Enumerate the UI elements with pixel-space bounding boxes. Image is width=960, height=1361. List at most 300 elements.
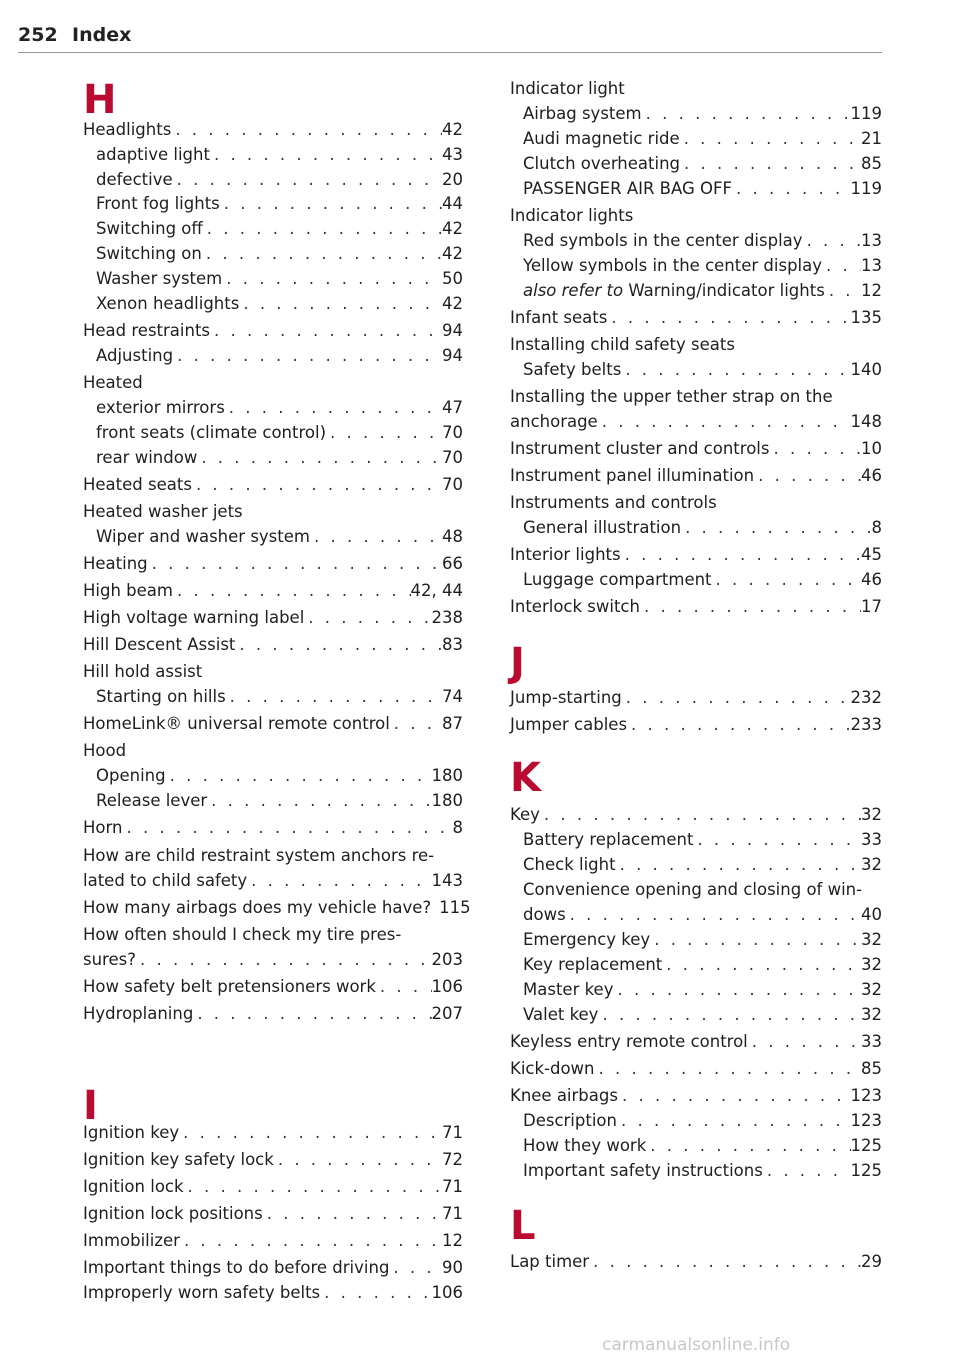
entry-label: anchorage bbox=[510, 412, 598, 431]
entry-label: Key bbox=[510, 805, 540, 824]
entry-page-number: 20 bbox=[442, 170, 463, 189]
dot-leader bbox=[681, 517, 871, 539]
entry-page-number: 238 bbox=[431, 608, 463, 627]
entry-label: Important safety instructions bbox=[523, 1161, 763, 1180]
index-subentry bbox=[510, 153, 882, 175]
entry-page-number: 8 bbox=[871, 518, 882, 537]
index-entry bbox=[83, 580, 463, 602]
dot-leader bbox=[239, 293, 442, 315]
entry-label: Head restraints bbox=[83, 321, 211, 340]
entry-page-number: 233 bbox=[850, 715, 882, 734]
index-subentry bbox=[83, 790, 463, 812]
index-entry bbox=[83, 1282, 463, 1304]
entry-page-number: 13 bbox=[861, 231, 882, 250]
index-subentry bbox=[510, 359, 882, 381]
index-entry bbox=[83, 1176, 463, 1198]
entry-label: Starting on hills bbox=[96, 687, 226, 706]
index-entry bbox=[83, 740, 463, 762]
dot-leader bbox=[598, 411, 851, 433]
entry-page-number: 33 bbox=[861, 1032, 882, 1051]
entry-page-number: 32 bbox=[861, 980, 882, 999]
entry-label: sures? bbox=[83, 950, 136, 969]
entry-label: Improperly worn safety belts bbox=[83, 1283, 321, 1302]
index-subentry bbox=[510, 1004, 882, 1026]
entry-page-number: 48 bbox=[442, 527, 463, 546]
index-subentry bbox=[83, 243, 463, 265]
index-entry bbox=[510, 687, 882, 709]
dot-leader bbox=[220, 193, 442, 215]
entry-label: Battery replacement bbox=[523, 830, 694, 849]
entry-label: Emergency key bbox=[523, 930, 651, 949]
entry-label: Indicator lights bbox=[510, 206, 634, 225]
entry-label: Heating bbox=[83, 554, 148, 573]
entry-page-number: 44 bbox=[442, 194, 463, 213]
dot-leader bbox=[173, 169, 442, 191]
dot-leader bbox=[202, 243, 442, 265]
entry-label: Instrument panel illumination bbox=[510, 466, 755, 485]
index-subentry bbox=[510, 280, 882, 302]
dot-leader bbox=[825, 280, 861, 302]
index-entry bbox=[83, 501, 463, 523]
entry-label: General illustration bbox=[523, 518, 682, 537]
entry-page-number: 33 bbox=[861, 830, 882, 849]
dot-leader bbox=[680, 153, 861, 175]
entry-label: Heated bbox=[83, 373, 143, 392]
dot-leader bbox=[732, 178, 851, 200]
dot-leader bbox=[320, 1282, 431, 1304]
dot-leader bbox=[122, 817, 452, 839]
index-letter-heading: I bbox=[83, 1083, 98, 1129]
dot-leader bbox=[607, 307, 850, 329]
dot-leader bbox=[712, 569, 861, 591]
entry-label: rear window bbox=[96, 448, 198, 467]
entry-label: Ignition key safety lock bbox=[83, 1150, 274, 1169]
entry-label: Important things to do before driving bbox=[83, 1258, 390, 1277]
entry-label: Jump-starting bbox=[510, 688, 622, 707]
entry-page-number: 106 bbox=[431, 977, 463, 996]
entry-page-number: 180 bbox=[431, 791, 463, 810]
entry-label: Audi magnetic ride bbox=[523, 129, 680, 148]
entry-page-number: 42 bbox=[442, 294, 463, 313]
entry-page-number: 87 bbox=[442, 714, 463, 733]
dot-leader bbox=[646, 1135, 850, 1157]
entry-page-number: 46 bbox=[861, 466, 882, 485]
index-entry bbox=[83, 119, 463, 141]
index-entry bbox=[83, 1003, 463, 1025]
index-subentry bbox=[83, 193, 463, 215]
index-letter-heading: K bbox=[510, 755, 541, 801]
index-entry bbox=[83, 713, 463, 735]
entry-page-number: 72 bbox=[442, 1150, 463, 1169]
entry-page-number: 13 bbox=[861, 256, 882, 275]
entry-label: Safety belts bbox=[523, 360, 622, 379]
index-entry bbox=[510, 1031, 882, 1053]
entry-label: defective bbox=[96, 170, 173, 189]
dot-leader bbox=[326, 422, 442, 444]
entry-page-number: 42 bbox=[442, 120, 463, 139]
entry-page-number: 32 bbox=[861, 930, 882, 949]
dot-leader bbox=[389, 1257, 442, 1279]
index-entry bbox=[510, 492, 882, 514]
entry-label: Interior lights bbox=[510, 545, 621, 564]
entry-page-number: 90 bbox=[442, 1258, 463, 1277]
dot-leader bbox=[180, 1230, 442, 1252]
entry-label: High beam bbox=[83, 581, 173, 600]
index-letter-heading: H bbox=[83, 77, 117, 123]
index-subentry bbox=[510, 230, 882, 252]
dot-leader bbox=[627, 714, 850, 736]
index-subentry bbox=[83, 447, 463, 469]
index-entry bbox=[510, 78, 882, 100]
dot-leader bbox=[171, 119, 442, 141]
entry-page-number: 40 bbox=[861, 905, 882, 924]
dot-leader bbox=[210, 320, 442, 342]
entry-page-number: 32 bbox=[861, 805, 882, 824]
index-entry bbox=[83, 924, 463, 946]
index-subentry bbox=[510, 854, 882, 876]
index-subentry bbox=[83, 268, 463, 290]
entry-page-number: 47 bbox=[442, 398, 463, 417]
entry-label: How many airbags does my vehicle have? bbox=[83, 898, 432, 917]
entry-page-number: 8 bbox=[452, 818, 463, 837]
dot-leader bbox=[595, 1058, 861, 1080]
entry-page-number: 232 bbox=[850, 688, 882, 707]
dot-leader bbox=[173, 345, 442, 367]
watermark: carmanualsonline.info bbox=[602, 1335, 791, 1355]
entry-label: High voltage warning label bbox=[83, 608, 305, 627]
entry-label: Lap timer bbox=[510, 1252, 590, 1271]
index-entry bbox=[510, 804, 882, 826]
entry-page-number: 70 bbox=[442, 423, 463, 442]
entry-label: Release lever bbox=[96, 791, 208, 810]
index-subentry bbox=[83, 765, 463, 787]
entry-page-number: 17 bbox=[861, 597, 882, 616]
entry-label: Headlights bbox=[83, 120, 172, 139]
dot-leader bbox=[566, 904, 861, 926]
entry-page-number: 46 bbox=[861, 570, 882, 589]
entry-page-number: 119 bbox=[850, 179, 882, 198]
dot-leader bbox=[748, 1031, 861, 1053]
entry-label: Airbag system bbox=[523, 104, 642, 123]
index-entry bbox=[510, 596, 882, 618]
entry-label: Instrument cluster and controls bbox=[510, 439, 770, 458]
entry-page-number: 203 bbox=[431, 950, 463, 969]
entry-page-number: 119 bbox=[850, 104, 882, 123]
index-entry bbox=[510, 1085, 882, 1107]
cross-reference-prefix: also refer to bbox=[523, 281, 624, 300]
index-subentry bbox=[510, 103, 882, 125]
entry-page-number: 115 bbox=[439, 898, 471, 917]
index-entry bbox=[510, 334, 882, 356]
dot-leader bbox=[226, 686, 442, 708]
entry-page-number: 10 bbox=[861, 439, 882, 458]
index-entry bbox=[510, 386, 882, 408]
index-subentry bbox=[83, 218, 463, 240]
index-subentry bbox=[510, 954, 882, 976]
entry-label: Switching off bbox=[96, 219, 203, 238]
entry-label: Red symbols in the center display bbox=[523, 231, 803, 250]
index-entry bbox=[83, 897, 471, 919]
entry-label: Horn bbox=[83, 818, 123, 837]
dot-leader bbox=[642, 103, 851, 125]
dot-leader bbox=[621, 359, 850, 381]
entry-page-number: 32 bbox=[861, 855, 882, 874]
index-entry bbox=[83, 870, 463, 892]
entry-page-number: 148 bbox=[850, 412, 882, 431]
index-entry bbox=[83, 817, 463, 839]
dot-leader bbox=[598, 1004, 861, 1026]
entry-page-number: 74 bbox=[442, 687, 463, 706]
entry-page-number: 85 bbox=[861, 154, 882, 173]
entry-page-number: 94 bbox=[442, 321, 463, 340]
entry-label: Infant seats bbox=[510, 308, 608, 327]
entry-label bbox=[523, 280, 825, 302]
entry-label: Ignition lock bbox=[83, 1177, 184, 1196]
index-subentry bbox=[83, 169, 463, 191]
index-subentry bbox=[510, 904, 882, 926]
index-subentry bbox=[510, 1160, 882, 1182]
entry-label: Wiper and washer system bbox=[96, 527, 310, 546]
dot-leader bbox=[650, 929, 861, 951]
entry-label: Kick-down bbox=[510, 1059, 595, 1078]
index-entry bbox=[510, 307, 882, 329]
dot-leader bbox=[184, 1176, 442, 1198]
dot-leader bbox=[621, 544, 861, 566]
index-subentry bbox=[510, 979, 882, 1001]
index-entry bbox=[510, 714, 882, 736]
dot-leader bbox=[803, 230, 861, 252]
dot-leader bbox=[680, 128, 861, 150]
entry-label: Indicator light bbox=[510, 79, 625, 98]
entry-label: Key replacement bbox=[523, 955, 663, 974]
index-entry bbox=[83, 661, 463, 683]
dot-leader bbox=[225, 397, 442, 419]
dot-leader bbox=[662, 954, 861, 976]
dot-leader bbox=[622, 687, 851, 709]
entry-label: Adjusting bbox=[96, 346, 174, 365]
entry-label: HomeLink® universal remote control bbox=[83, 714, 390, 733]
dot-leader bbox=[222, 268, 442, 290]
entry-label: exterior mirrors bbox=[96, 398, 225, 417]
dot-leader bbox=[390, 713, 442, 735]
dot-leader bbox=[618, 1085, 851, 1107]
entry-page-number: 12 bbox=[442, 1231, 463, 1250]
entry-page-number: 21 bbox=[861, 129, 882, 148]
entry-label: Description bbox=[523, 1111, 617, 1130]
index-subentry bbox=[83, 397, 463, 419]
dot-leader bbox=[693, 829, 861, 851]
dot-leader bbox=[613, 979, 861, 1001]
index-subentry bbox=[510, 255, 882, 277]
entry-page-number: 180 bbox=[431, 766, 463, 785]
dot-leader bbox=[210, 144, 442, 166]
entry-page-number: 125 bbox=[850, 1136, 882, 1155]
index-entry bbox=[83, 607, 463, 629]
entry-page-number: 50 bbox=[442, 269, 463, 288]
entry-page-number: 125 bbox=[850, 1161, 882, 1180]
dot-leader bbox=[310, 526, 442, 548]
dot-leader bbox=[148, 553, 442, 575]
dot-leader bbox=[179, 1122, 442, 1144]
dot-leader bbox=[540, 804, 861, 826]
dot-leader bbox=[166, 765, 432, 787]
index-entry bbox=[510, 1251, 882, 1273]
entry-page-number: 143 bbox=[431, 871, 463, 890]
dot-leader bbox=[589, 1251, 861, 1273]
entry-label: Keyless entry remote control bbox=[510, 1032, 748, 1051]
cross-reference-target: Warning/indicator lights bbox=[623, 281, 825, 300]
index-entry bbox=[83, 1230, 463, 1252]
dot-leader bbox=[376, 976, 432, 998]
page-number: 252 bbox=[18, 24, 58, 46]
index-subentry bbox=[83, 526, 463, 548]
entry-label: Luggage compartment bbox=[523, 570, 712, 589]
entry-page-number: 32 bbox=[861, 955, 882, 974]
entry-page-number: 45 bbox=[861, 545, 882, 564]
entry-label: Hill hold assist bbox=[83, 662, 203, 681]
index-letter-heading: J bbox=[510, 640, 525, 686]
dot-leader bbox=[247, 870, 431, 892]
dot-leader bbox=[822, 255, 861, 277]
entry-page-number: 71 bbox=[442, 1204, 463, 1223]
index-entry bbox=[83, 474, 463, 496]
entry-page-number: 42 bbox=[442, 219, 463, 238]
entry-page-number: 43 bbox=[442, 145, 463, 164]
index-entry bbox=[83, 372, 463, 394]
dot-leader bbox=[192, 474, 442, 496]
entry-page-number: 135 bbox=[850, 308, 882, 327]
dot-leader bbox=[304, 607, 431, 629]
entry-label: Valet key bbox=[523, 1005, 599, 1024]
dot-leader bbox=[274, 1149, 442, 1171]
entry-label: Hood bbox=[83, 741, 127, 760]
index-subentry bbox=[83, 293, 463, 315]
entry-page-number: 66 bbox=[442, 554, 463, 573]
entry-label: Check light bbox=[523, 855, 616, 874]
entry-page-number: 70 bbox=[442, 475, 463, 494]
dot-leader bbox=[193, 1003, 431, 1025]
index-entry bbox=[83, 553, 463, 575]
index-subentry bbox=[510, 178, 882, 200]
index-letter-heading: L bbox=[510, 1203, 536, 1249]
index-subentry bbox=[510, 929, 882, 951]
entry-page-number: 42 bbox=[442, 244, 463, 263]
entry-label: Immobilizer bbox=[83, 1231, 180, 1250]
entry-label: lated to child safety bbox=[83, 871, 248, 890]
entry-page-number: 29 bbox=[861, 1252, 882, 1271]
entry-label: Installing child safety seats bbox=[510, 335, 735, 354]
entry-label: Yellow symbols in the center display bbox=[523, 256, 822, 275]
entry-page-number: 123 bbox=[850, 1086, 882, 1105]
dot-leader bbox=[203, 218, 442, 240]
entry-page-number: 140 bbox=[850, 360, 882, 379]
index-subentry bbox=[510, 517, 882, 539]
index-entry bbox=[510, 544, 882, 566]
index-subentry bbox=[83, 422, 463, 444]
index-entry bbox=[510, 465, 882, 487]
index-entry bbox=[83, 320, 463, 342]
entry-label: Heated seats bbox=[83, 475, 192, 494]
index-subentry bbox=[83, 144, 463, 166]
entry-page-number: 123 bbox=[850, 1111, 882, 1130]
dot-leader bbox=[617, 1110, 851, 1132]
entry-page-number: 70 bbox=[442, 448, 463, 467]
entry-page-number: 85 bbox=[861, 1059, 882, 1078]
dot-leader bbox=[616, 854, 861, 876]
entry-label: Master key bbox=[523, 980, 614, 999]
index-entry bbox=[510, 411, 882, 433]
entry-page-number: 71 bbox=[442, 1177, 463, 1196]
index-subentry bbox=[83, 686, 463, 708]
entry-page-number: 207 bbox=[431, 1004, 463, 1023]
dot-leader bbox=[136, 949, 432, 971]
entry-label: Opening bbox=[96, 766, 166, 785]
dot-leader bbox=[173, 580, 411, 602]
entry-label: Hill Descent Assist bbox=[83, 635, 236, 654]
index-entry bbox=[83, 845, 463, 867]
index-subentry bbox=[510, 879, 882, 901]
entry-label: Jumper cables bbox=[510, 715, 628, 734]
entry-label: PASSENGER AIR BAG OFF bbox=[523, 179, 732, 198]
entry-label: Washer system bbox=[96, 269, 223, 288]
entry-label: Xenon headlights bbox=[96, 294, 240, 313]
index-subentry bbox=[510, 1110, 882, 1132]
entry-page-number: 106 bbox=[431, 1283, 463, 1302]
entry-label: Heated washer jets bbox=[83, 502, 243, 521]
entry-label: How often should I check my tire pres- bbox=[83, 925, 402, 944]
entry-label: Front fog lights bbox=[96, 194, 220, 213]
index-subentry bbox=[510, 128, 882, 150]
entry-page-number: 12 bbox=[861, 281, 882, 300]
entry-label: Ignition key bbox=[83, 1123, 180, 1142]
index-subentry bbox=[510, 829, 882, 851]
index-entry bbox=[510, 205, 882, 227]
index-entry bbox=[83, 949, 463, 971]
dot-leader bbox=[763, 1160, 851, 1182]
index-entry bbox=[83, 976, 463, 998]
index-entry bbox=[83, 634, 463, 656]
entry-label: Switching on bbox=[96, 244, 202, 263]
dot-leader bbox=[769, 438, 861, 460]
index-subentry bbox=[83, 345, 463, 367]
entry-label: Convenience opening and closing of win- bbox=[523, 880, 863, 899]
index-subentry bbox=[510, 569, 882, 591]
page-header bbox=[18, 24, 882, 53]
entry-page-number: 83 bbox=[442, 635, 463, 654]
entry-label: Interlock switch bbox=[510, 597, 640, 616]
entry-label: adaptive light bbox=[96, 145, 210, 164]
entry-page-number: 42, 44 bbox=[410, 581, 463, 600]
entry-label: front seats (climate control) bbox=[96, 423, 327, 442]
entry-label: Knee airbags bbox=[510, 1086, 618, 1105]
index-subentry bbox=[510, 1135, 882, 1157]
dot-leader bbox=[263, 1203, 442, 1225]
entry-label: Instruments and controls bbox=[510, 493, 717, 512]
index-entry bbox=[510, 438, 882, 460]
entry-label: How safety belt pretensioners work bbox=[83, 977, 376, 996]
entry-label: Clutch overheating bbox=[523, 154, 681, 173]
dot-leader bbox=[640, 596, 861, 618]
entry-page-number: 71 bbox=[442, 1123, 463, 1142]
entry-label: Ignition lock positions bbox=[83, 1204, 263, 1223]
entry-label: Installing the upper tether strap on the bbox=[510, 387, 833, 406]
dot-leader bbox=[235, 634, 442, 656]
entry-label: Hydroplaning bbox=[83, 1004, 194, 1023]
entry-label: How they work bbox=[523, 1136, 647, 1155]
index-entry bbox=[83, 1257, 463, 1279]
dot-leader bbox=[754, 465, 861, 487]
index-entry bbox=[83, 1122, 463, 1144]
